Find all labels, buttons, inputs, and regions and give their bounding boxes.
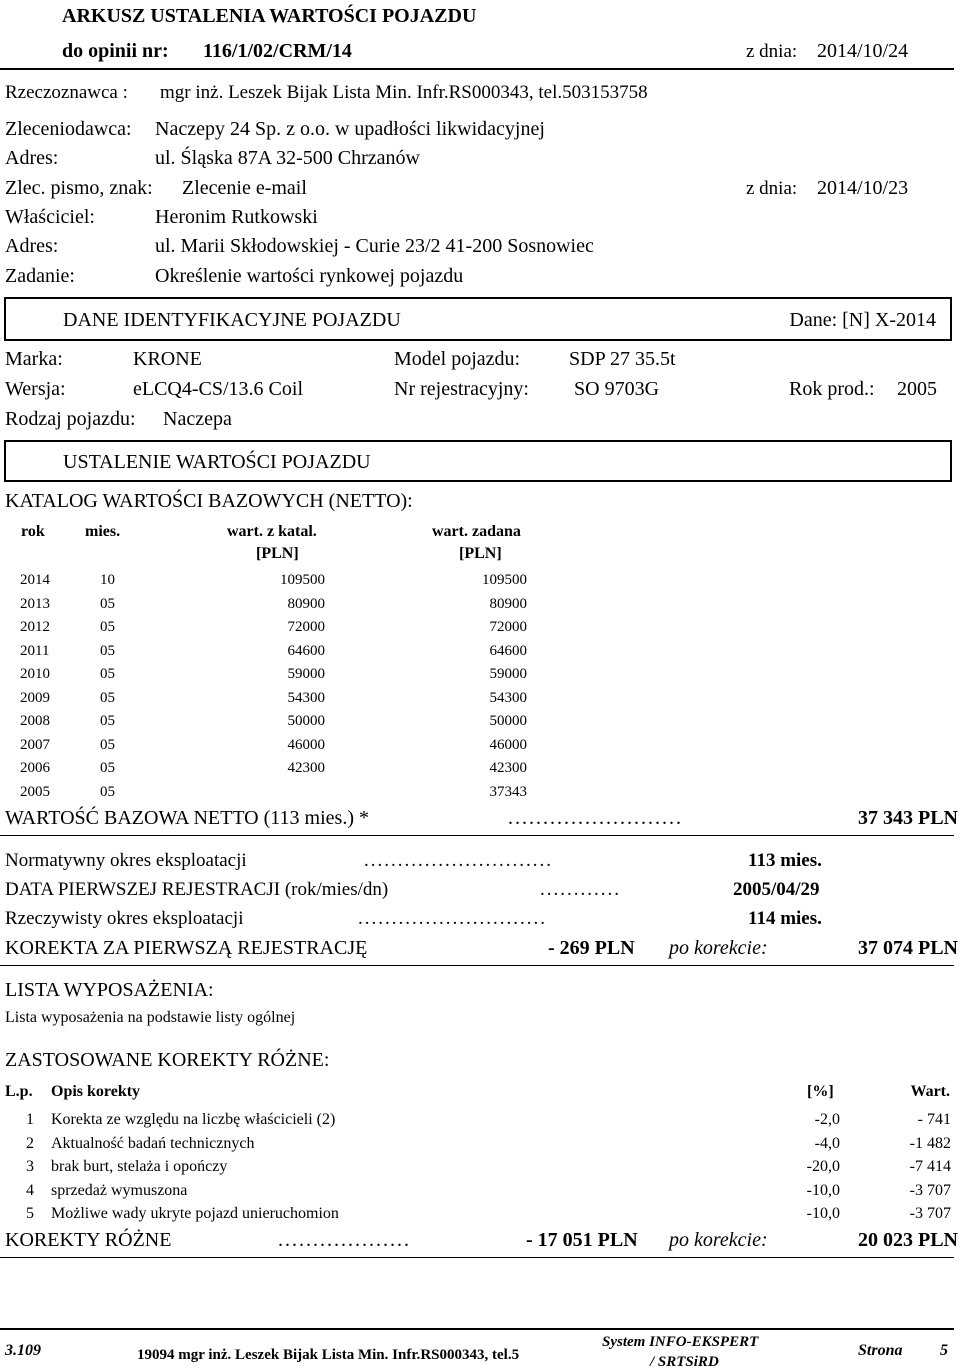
catalog-row-target-value: 50000 [489,713,527,729]
model-label: Model pojazdu: [394,348,521,370]
header-rule [0,68,954,70]
corrections-header-percent: [%] [807,1083,834,1100]
catalog-row-catalog-value: 54300 [287,690,325,706]
correction-row-lp: 3 [26,1158,34,1175]
normative-period-leader: ............................ [364,850,553,871]
catalog-row-month: 05 [100,690,115,706]
catalog-row-month: 05 [100,760,115,776]
catalog-row-month: 10 [100,572,115,588]
expert-value: mgr inż. Leszek Bijak Lista Min. Infr.RS000343, tel.503153758 [160,82,648,103]
catalog-header-catalog-unit: [PLN] [256,545,299,562]
make-value: KRONE [133,348,202,370]
footer-page-code: 3.109 [5,1342,41,1359]
expert-label: Rzeczoznawca : [5,82,128,103]
letter-label: Zlec. pismo, znak: [5,177,153,199]
catalog-row-target-value: 109500 [482,572,527,588]
catalog-row-target-value: 54300 [489,690,527,706]
letter-value: Zlecenie e-mail [182,177,307,199]
correction-row-lp: 4 [26,1182,34,1199]
owner-value: Heronim Rutkowski [155,206,318,228]
catalog-row-catalog-value: 59000 [287,666,325,682]
catalog-header-year: rok [21,523,45,540]
actual-period-leader: ............................ [358,908,547,929]
corrections-header-value: Wart. [910,1083,950,1100]
correction-row-description: sprzedaż wymuszona [51,1182,188,1199]
correction-row-value: - 741 [917,1111,951,1128]
catalog-row-year: 2014 [20,572,50,588]
equipment-title: LISTA WYPOSAŻENIA: [5,979,214,1001]
catalog-row-catalog-value: 46000 [287,737,325,753]
corrections-header-lp: L.p. [5,1083,33,1100]
normative-period-value: 113 mies. [748,850,822,871]
corrections-after-value: 20 023 PLN [858,1229,958,1251]
correction-row-lp: 2 [26,1135,34,1152]
equipment-note: Lista wyposażenia na podstawie listy ogólnej [5,1009,296,1026]
valuation-title: USTALENIE WARTOŚCI POJAZDU [63,451,371,473]
opinion-label: do opinii nr: [62,40,169,62]
letter-date-label: z dnia: [746,178,798,199]
catalog-row-year: 2010 [20,666,50,682]
registration-after-value: 37 074 PLN [858,937,958,959]
footer-rule [0,1328,954,1330]
catalog-row-target-value: 37343 [489,784,527,800]
registration-correction-label: KOREKTA ZA PIERWSZĄ REJESTRACJĘ [5,937,368,959]
client-value: Naczepy 24 Sp. z o.o. w upadłości likwidacyjnej [155,118,545,140]
client-address-label: Adres: [5,147,59,169]
opinion-date: 2014/10/24 [817,40,909,62]
identification-box [4,297,952,341]
corrections-total-value: - 17 051 PLN [526,1229,638,1251]
registration-value: SO 9703G [574,378,660,400]
first-registration-value: 2005/04/29 [733,879,820,900]
valuation-box [4,440,952,482]
catalog-row-catalog-value: 80900 [287,596,325,612]
actual-period-label: Rzeczywisty okres eksploatacji [5,908,244,929]
catalog-row-year: 2011 [20,643,50,659]
catalog-row-year: 2008 [20,713,50,729]
opinion-date-label: z dnia: [746,41,798,62]
registration-correction-value: - 269 PLN [548,937,635,959]
production-year-label: Rok prod.: [789,378,875,400]
task-label: Zadanie: [5,265,75,287]
footer-author: 19094 mgr inż. Leszek Bijak Lista Min. Infr.RS000343, tel.5 [137,1347,520,1363]
corrections-title: ZASTOSOWANE KOREKTY RÓŻNE: [5,1049,330,1071]
first-registration-label: DATA PIERWSZEJ REJESTRACJI (rok/mies/dn) [5,879,389,900]
catalog-header-catalog-value: wart. z katal. [227,523,317,540]
correction-row-lp: 1 [26,1111,34,1128]
correction-row-value: -7 414 [909,1158,951,1175]
catalog-row-month: 05 [100,596,115,612]
corrections-total-label: KOREKTY RÓŻNE [5,1229,172,1251]
correction-row-percent: -20,0 [806,1158,840,1175]
correction-row-value: -3 707 [909,1182,951,1199]
client-address: ul. Śląska 87A 32-500 Chrzanów [155,147,420,169]
base-value-rule [0,835,954,836]
correction-row-description: Korekta ze względu na liczbę właścicieli (2) [51,1111,336,1128]
correction-row-lp: 5 [26,1205,34,1222]
correction-row-percent: -2,0 [814,1111,840,1128]
registration-label: Nr rejestracyjny: [394,378,529,400]
client-label: Zleceniodawca: [5,118,132,140]
catalog-header-target-value: wart. zadana [432,523,521,540]
correction-row-value: -3 707 [909,1205,951,1222]
catalog-row-target-value: 72000 [489,619,527,635]
catalog-row-target-value: 46000 [489,737,527,753]
catalog-row-catalog-value: 50000 [287,713,325,729]
catalog-row-year: 2013 [20,596,50,612]
catalog-row-month: 05 [100,619,115,635]
correction-row-description: Możliwe wady ukryte pojazd unieruchomion [51,1205,339,1222]
document-title: ARKUSZ USTALENIA WARTOŚCI POJAZDU [62,5,477,27]
catalog-row-catalog-value: 64600 [287,643,325,659]
summary-rule [0,965,954,966]
footer-system-line-1: System INFO-EKSPERT [602,1334,759,1350]
catalog-row-year: 2012 [20,619,50,635]
first-registration-leader: ............ [540,879,621,900]
correction-row-description: brak burt, stelaża i opończy [51,1158,228,1175]
catalog-row-month: 05 [100,784,115,800]
actual-period-value: 114 mies. [748,908,822,929]
correction-row-percent: -10,0 [806,1205,840,1222]
corrections-header-description: Opis korekty [51,1083,141,1100]
identification-title: DANE IDENTYFIKACYJNE POJAZDU [63,309,401,331]
correction-row-description: Aktualność badań technicznych [51,1135,255,1152]
correction-row-percent: -4,0 [814,1135,840,1152]
catalog-row-year: 2009 [20,690,50,706]
footer-page-label: Strona [858,1342,903,1359]
make-label: Marka: [5,348,63,370]
base-value-amount: 37 343 PLN [858,807,958,829]
corrections-total-leader: ................... [278,1229,411,1251]
footer-page-number: 5 [940,1342,948,1359]
catalog-row-month: 05 [100,643,115,659]
vehicle-type-label: Rodzaj pojazdu: [5,408,136,430]
normative-period-label: Normatywny okres eksploatacji [5,850,247,871]
base-value-label: WARTOŚĆ BAZOWA NETTO (113 mies.) * [5,807,369,829]
letter-date: 2014/10/23 [817,177,909,199]
catalog-row-target-value: 59000 [489,666,527,682]
catalog-row-month: 05 [100,737,115,753]
catalog-row-target-value: 42300 [489,760,527,776]
owner-address: ul. Marii Skłodowskiej - Curie 23/2 41-200 Sosnowiec [155,235,594,257]
production-year-value: 2005 [897,378,937,400]
corrections-after-label: po korekcie: [669,1229,768,1251]
owner-label: Właściciel: [5,206,95,228]
catalog-row-target-value: 80900 [489,596,527,612]
model-value: SDP 27 35.5t [569,348,676,370]
catalog-row-target-value: 64600 [489,643,527,659]
identification-data-label: Dane: [N] X-2014 [789,309,936,331]
opinion-number: 116/1/02/CRM/14 [203,40,352,62]
catalog-row-month: 05 [100,713,115,729]
catalog-header-month: mies. [85,523,121,540]
task-value: Określenie wartości rynkowej pojazdu [155,265,464,287]
correction-row-percent: -10,0 [806,1182,840,1199]
footer-system-line-2: / SRTSiRD [650,1354,719,1370]
registration-after-label: po korekcie: [669,937,768,959]
correction-row-value: -1 482 [909,1135,951,1152]
vehicle-type-value: Naczepa [163,408,232,430]
catalog-row-year: 2005 [20,784,50,800]
catalog-row-year: 2006 [20,760,50,776]
catalog-title: KATALOG WARTOŚCI BAZOWYCH (NETTO): [5,490,413,512]
owner-address-label: Adres: [5,235,59,257]
catalog-row-catalog-value: 72000 [287,619,325,635]
base-value-leader: ......................... [508,807,683,829]
catalog-row-month: 05 [100,666,115,682]
catalog-row-catalog-value: 42300 [287,760,325,776]
catalog-row-catalog-value: 109500 [280,572,325,588]
version-value: eLCQ4-CS/13.6 Coil [133,378,304,400]
catalog-header-target-unit: [PLN] [459,545,502,562]
version-label: Wersja: [5,378,66,400]
corrections-rule [0,1257,954,1258]
catalog-row-year: 2007 [20,737,50,753]
